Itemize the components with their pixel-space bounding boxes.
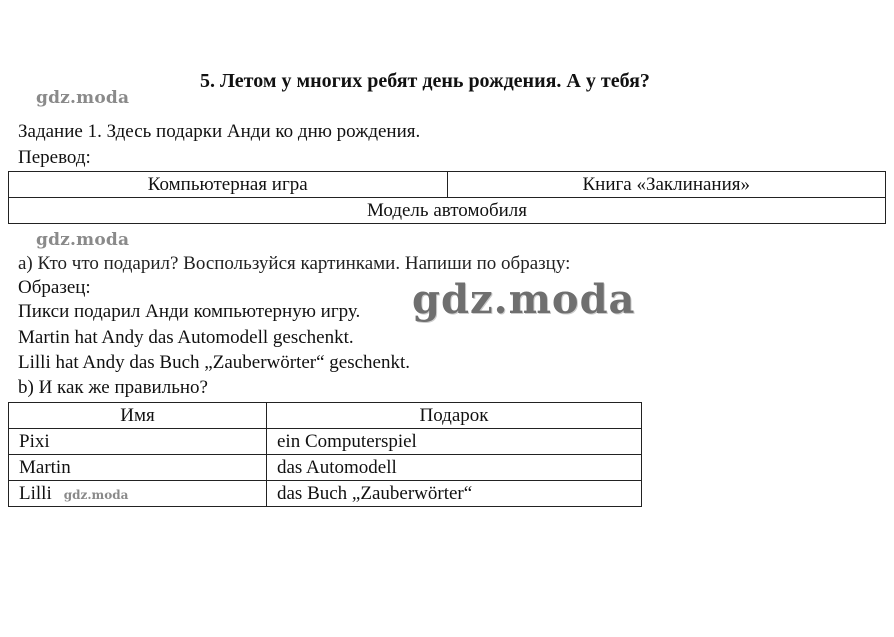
gift-cell: Книга «Заклинания» xyxy=(447,172,886,198)
gift-cell: das Buch „Zauberwörter“ xyxy=(267,481,642,507)
column-header: Имя xyxy=(9,403,267,429)
task-1-text: Задание 1. Здесь подарки Анди ко дню рождения. xyxy=(18,121,421,142)
gift-cell: ein Computerspiel xyxy=(267,429,642,455)
table-row xyxy=(9,481,642,507)
table-row xyxy=(9,455,642,481)
gifts-table xyxy=(8,171,886,224)
table-row xyxy=(9,198,886,224)
name-cell xyxy=(9,481,267,507)
sample-line: Lilli hat Andy das Buch „Zauberwörter“ geschenkt. xyxy=(18,352,411,373)
sample-line: Пикси подарил Анди компьютерную игру. xyxy=(18,301,361,322)
watermark-logo-large: gdz.moda xyxy=(412,276,636,323)
part-b-text: b) И как же правильно? xyxy=(18,377,208,398)
watermark-logo: gdz.moda xyxy=(36,88,130,108)
name-cell: Pixi xyxy=(9,429,267,455)
gift-cell: Компьютерная игра xyxy=(9,172,448,198)
table-header-row xyxy=(9,403,642,429)
translation-label: Перевод: xyxy=(18,147,91,168)
gift-cell: Модель автомобиля xyxy=(9,198,886,224)
sample-label: Образец: xyxy=(18,277,91,298)
watermark-logo: gdz.moda xyxy=(36,230,130,250)
sample-line: Martin hat Andy das Automodell geschenkt. xyxy=(18,327,354,348)
table-row xyxy=(9,429,642,455)
part-a-text: а) Кто что подарил? Воспользуйся картинками. Напиши по образцу: xyxy=(18,253,571,274)
page-title: 5. Летом у многих ребят день рождения. А у тебя? xyxy=(200,70,650,92)
name-cell: Martin xyxy=(9,455,267,481)
answer-table xyxy=(8,402,642,507)
column-header: Подарок xyxy=(267,403,642,429)
gift-cell: das Automodell xyxy=(267,455,642,481)
watermark-logo: gdz.moda xyxy=(63,487,129,502)
name-text: Lilli xyxy=(19,482,52,504)
table-row xyxy=(9,172,886,198)
